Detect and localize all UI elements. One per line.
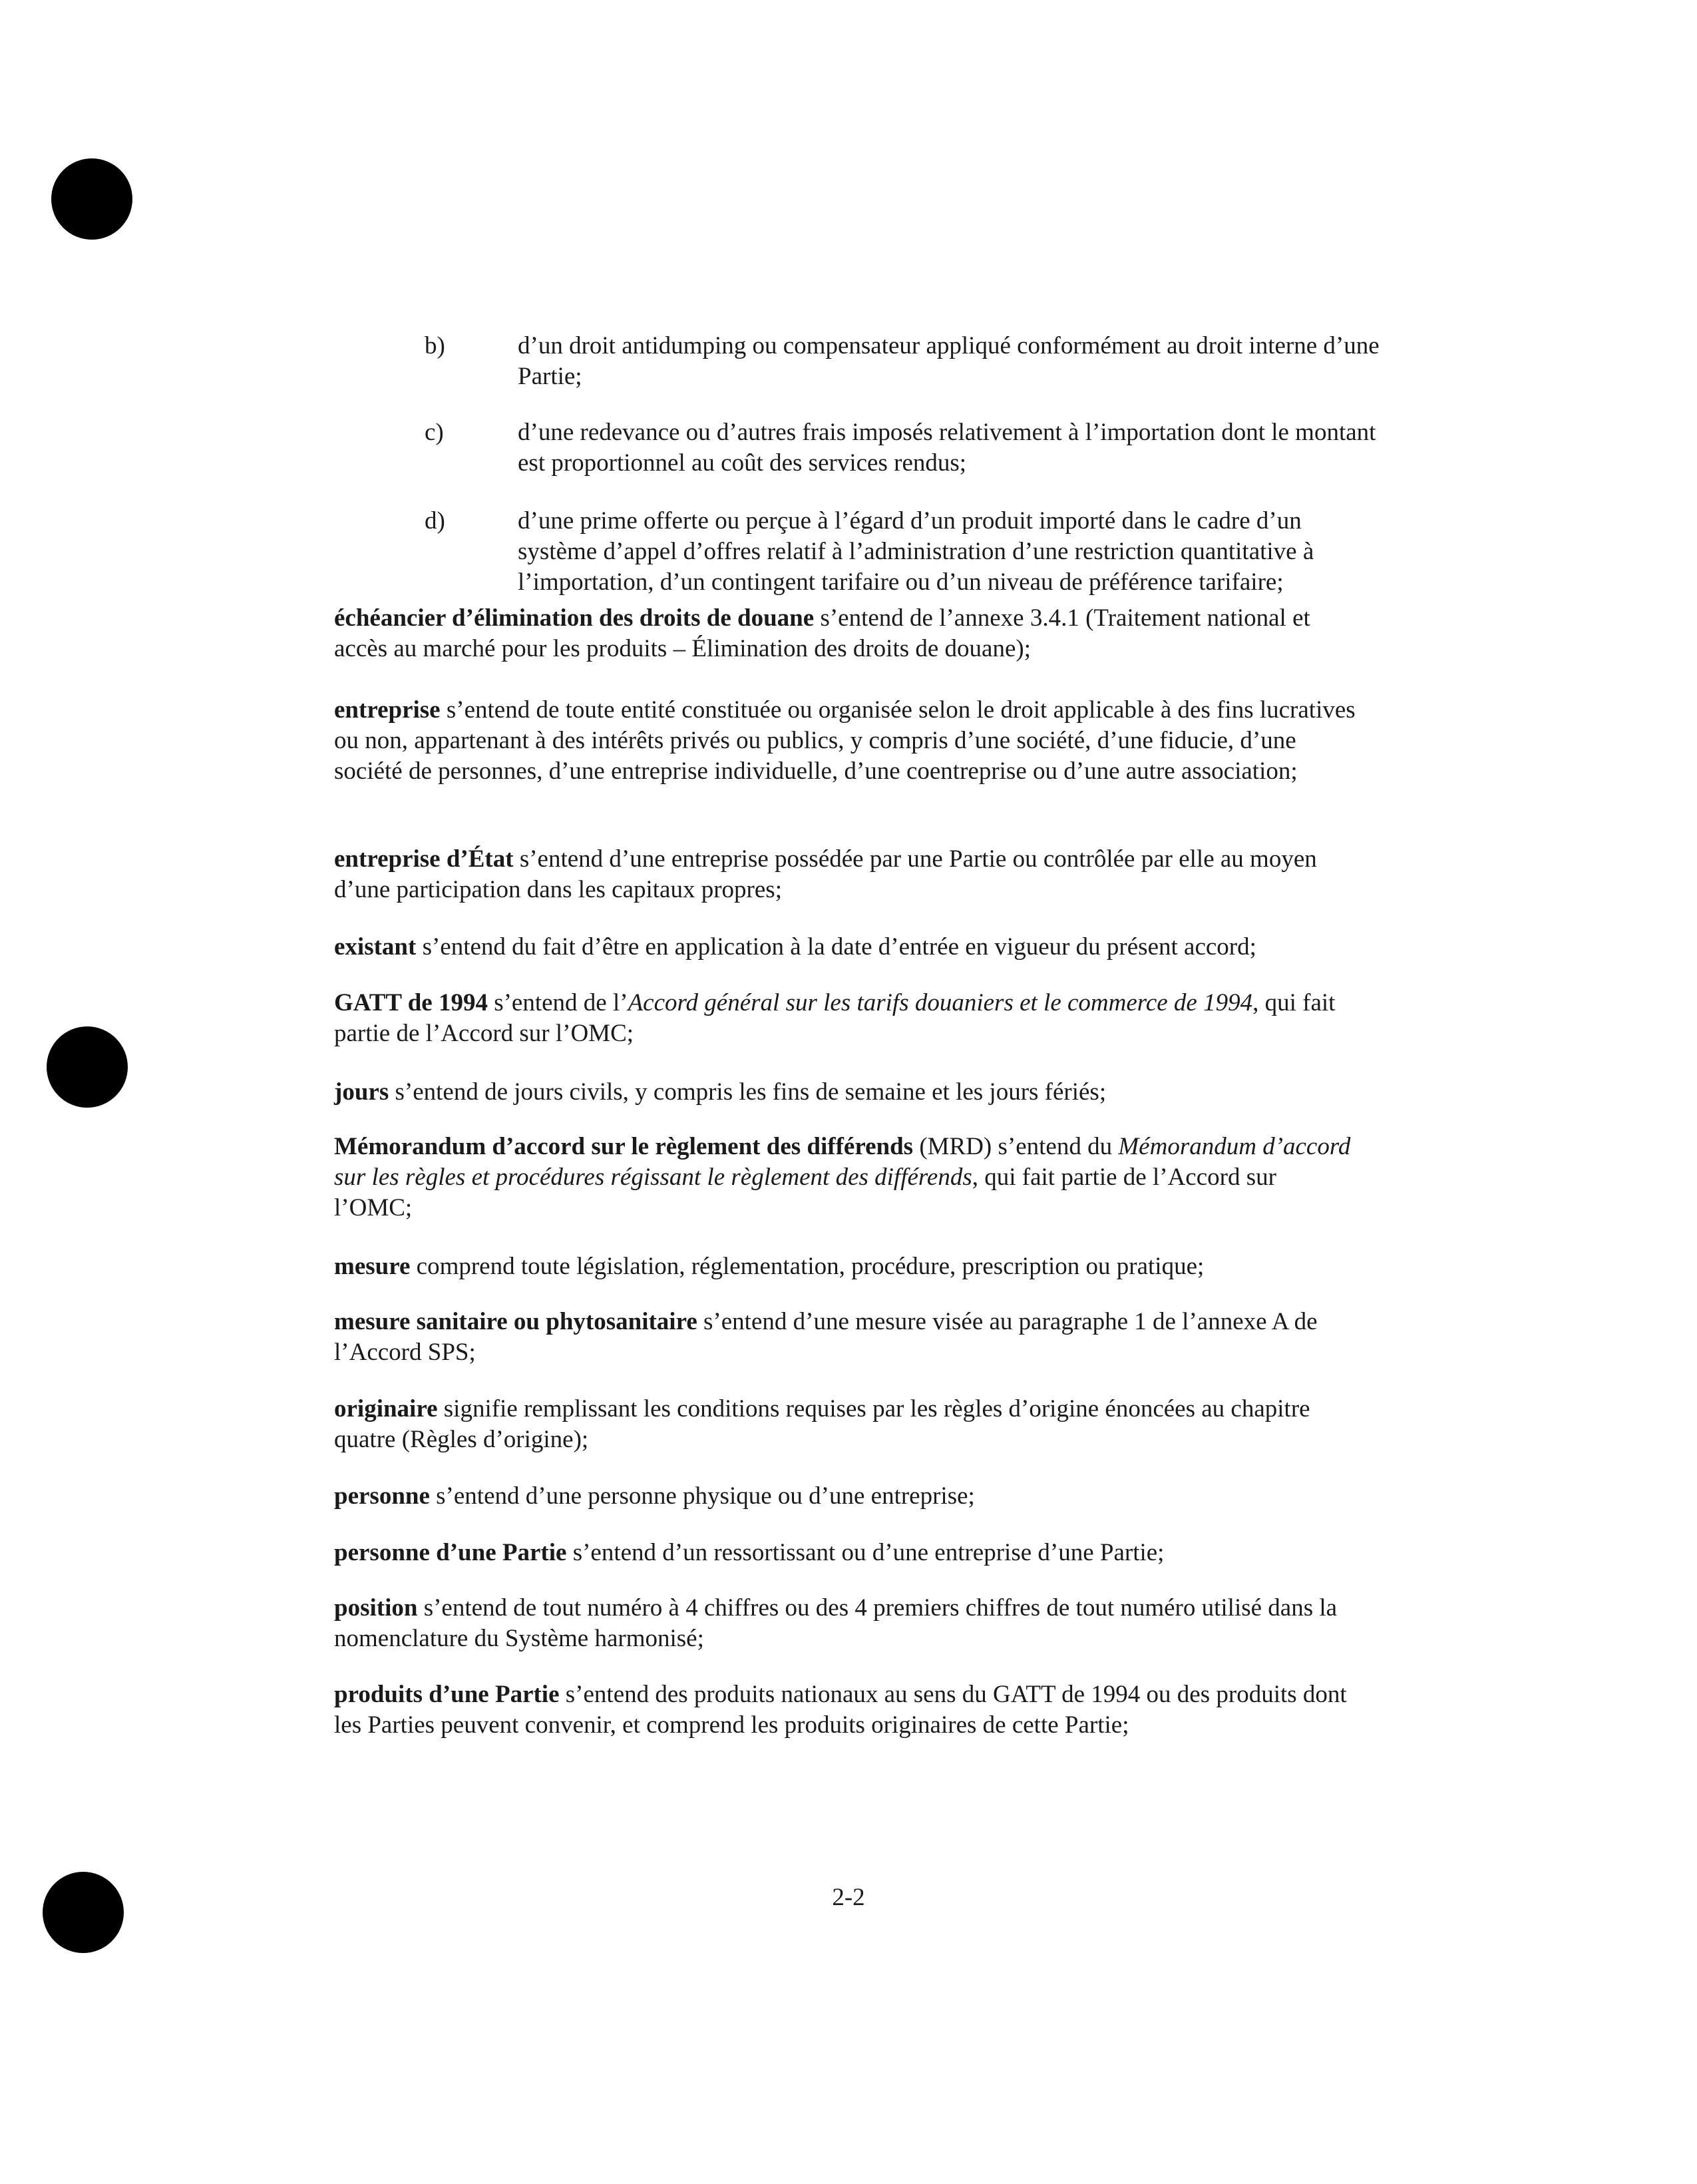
definition-term: produits d’une Partie bbox=[334, 1681, 560, 1708]
definition-text: s’entend de l’ bbox=[487, 989, 628, 1016]
definition-entry bbox=[334, 1538, 1359, 1568]
definition-term: entreprise d’État bbox=[334, 845, 514, 873]
definition-text: (MRD) s’entend du bbox=[913, 1133, 1119, 1160]
definition-entry bbox=[334, 603, 1359, 664]
definition-text: s’entend de toute entité constituée ou organisée selon le droit applicable à des fins lucratives ou non, appartenant à des intérêts privés ou publics, y compris d’une société, d’une fiducie, d’une société de personnes, d’une entreprise individuelle, d’une coentreprise ou d’une autre association; bbox=[334, 696, 1356, 785]
definition-term: mesure bbox=[334, 1253, 411, 1280]
definition-term: Mémorandum d’accord sur le règlement des différends bbox=[334, 1133, 914, 1160]
definition-text: comprend toute législation, réglementation, procédure, prescription ou pratique; bbox=[410, 1253, 1205, 1280]
definition-entry bbox=[334, 1251, 1359, 1282]
definition-text: s’entend de jours civils, y compris les fins de semaine et les jours fériés; bbox=[389, 1078, 1107, 1106]
definition-term: mesure sanitaire ou phytosanitaire bbox=[334, 1308, 697, 1335]
definition-italic-title: Mémorandum d’accord sur les règles et procédures régissant le règlement des différends bbox=[334, 1133, 1351, 1191]
definition-term: GATT de 1994 bbox=[334, 989, 488, 1016]
definition-text-after: , qui fait partie de l’Accord sur l’OMC; bbox=[334, 989, 1336, 1047]
definition-text: signifie remplissant les conditions requises par les règles d’origine énoncées au chapitre quatre (Règles d’origine); bbox=[334, 1395, 1310, 1453]
list-item-letter: c) bbox=[425, 419, 444, 446]
definition-entry bbox=[334, 1593, 1359, 1654]
definition-entry bbox=[334, 1481, 1359, 1512]
definition-entry bbox=[334, 932, 1359, 963]
definition-text: s’entend d’un ressortissant ou d’une entreprise d’une Partie; bbox=[566, 1539, 1165, 1566]
list-item-text: d’une prime offerte ou perçue à l’égard d’un produit importé dans le cadre d’un système d’appel d’offres relatif à l’administration d’une restriction quantitative à l’importation, d’un contingent tarifaire ou d’un niveau de préférence tarifaire; bbox=[518, 507, 1314, 596]
definition-term: jours bbox=[334, 1078, 389, 1106]
definition-term: position bbox=[334, 1594, 418, 1622]
definition-term: échéancier d’élimination des droits de douane bbox=[334, 604, 815, 632]
definition-term: entreprise bbox=[334, 696, 441, 724]
definition-entry bbox=[334, 695, 1359, 787]
definition-entry bbox=[334, 1394, 1359, 1455]
list-item-letter: b) bbox=[425, 332, 445, 359]
definition-italic-title: Accord général sur les tarifs douaniers et le commerce de 1994 bbox=[628, 989, 1253, 1016]
definition-text: s’entend d’une personne physique ou d’une entreprise; bbox=[429, 1482, 975, 1510]
definition-term: personne d’une Partie bbox=[334, 1539, 567, 1566]
definition-entry bbox=[334, 1132, 1359, 1223]
definition-term: personne bbox=[334, 1482, 430, 1510]
list-item-text: d’un droit antidumping ou compensateur appliqué conformément au droit interne d’une Partie; bbox=[518, 332, 1380, 390]
list-item-text: d’une redevance ou d’autres frais imposés relativement à l’importation dont le montant est proportionnel au coût des services rendus; bbox=[518, 419, 1376, 477]
definition-entry bbox=[334, 1307, 1359, 1368]
definition-text: s’entend d’une entreprise possédée par une Partie ou contrôlée par elle au moyen d’une participation dans les capitaux propres; bbox=[334, 845, 1317, 903]
definition-text: s’entend des produits nationaux au sens du GATT de 1994 ou des produits dont les Parties peuvent convenir, et comprend les produits originaires de cette Partie; bbox=[334, 1681, 1347, 1739]
definition-text: s’entend d’une mesure visée au paragraphe 1 de l’annexe A de l’Accord SPS; bbox=[334, 1308, 1318, 1366]
definition-term: originaire bbox=[334, 1395, 438, 1422]
definition-text: s’entend de l’annexe 3.4.1 (Traitement national et accès au marché pour les produits – Élimination des droits de douane); bbox=[334, 604, 1310, 662]
definition-text-after: , qui fait partie de l’Accord sur l’OMC; bbox=[334, 1164, 1276, 1221]
definition-entry bbox=[334, 1679, 1359, 1741]
definition-entry bbox=[334, 1077, 1359, 1108]
definition-entry bbox=[334, 844, 1359, 905]
list-item-letter: d) bbox=[425, 507, 445, 535]
page-number: 2-2 bbox=[832, 1884, 865, 1911]
definition-text: s’entend du fait d’être en application à la date d’entrée en vigueur du présent accord; bbox=[416, 933, 1256, 961]
definition-term: existant bbox=[334, 933, 417, 961]
definition-text: s’entend de tout numéro à 4 chiffres ou des 4 premiers chiffres de tout numéro utilisé dans la nomenclature du Système harmonisé; bbox=[334, 1594, 1338, 1652]
definition-entry bbox=[334, 988, 1359, 1049]
